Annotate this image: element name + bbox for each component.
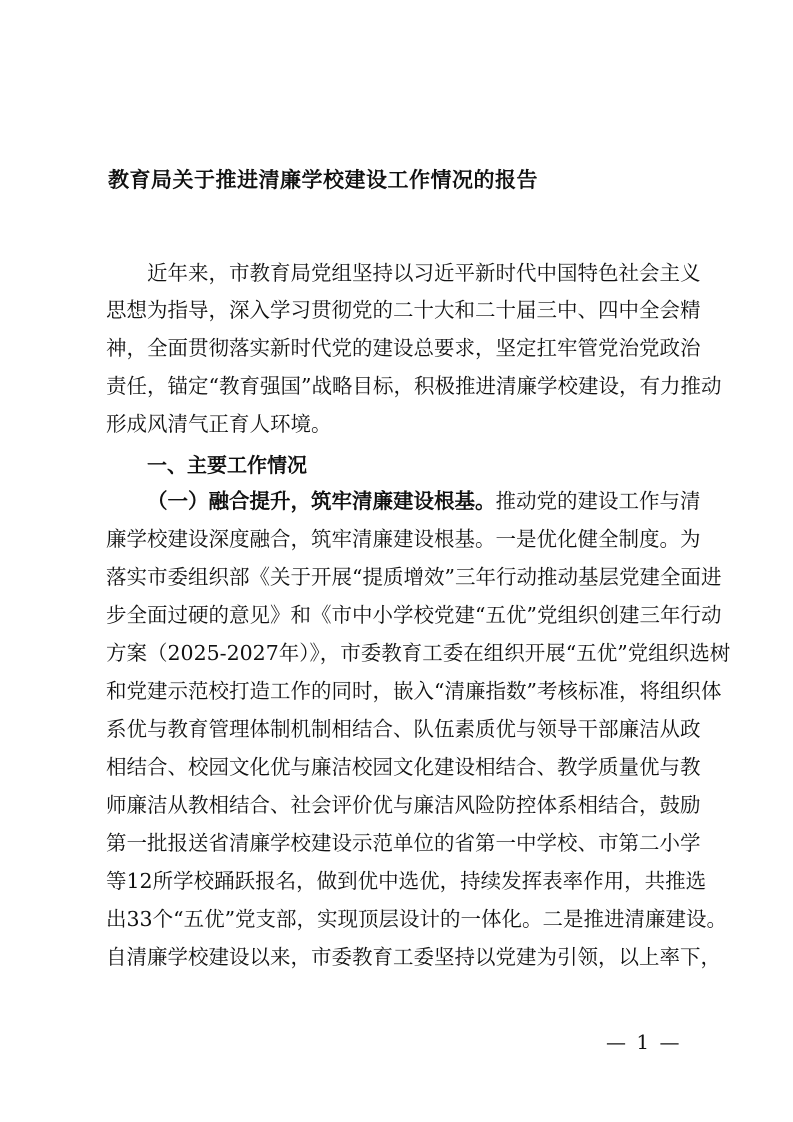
intro-line: 责任，锚定“教育强国”战略目标，积极推进清廉学校建设，有力推动 [106, 374, 722, 398]
body-line: 系优与教育管理体制机制相结合、队伍素质优与领导干部廉洁从政 [106, 717, 701, 741]
document-title: 教育局关于推进清廉学校建设工作情况的报告 [108, 168, 538, 192]
body-line: 方案（2025-2027年）》，市委教育工委在组织开展“五优”党组织选树 [106, 641, 731, 665]
body-line: 相结合、校园文化优与廉洁校园文化建设相结合、教学质量优与教 [106, 755, 701, 779]
body-line: 自清廉学校建设以来，市委教育工委坚持以党建为引领，以上率下， [106, 945, 721, 969]
intro-line: 神，全面贯彻落实新时代党的建设总要求，坚定扛牢管党治党政治 [106, 336, 701, 360]
subsection-first-line-text: 推动党的建设工作与清 [495, 489, 701, 513]
subsection-first-line [147, 486, 701, 516]
intro-line: 形成风清气正育人环境。 [106, 412, 332, 436]
page-number: — 1 — [606, 1030, 682, 1054]
subsection-heading: （一）融合提升，筑牢清廉建设根基。 [147, 489, 496, 513]
body-line: 第一批报送省清廉学校建设示范单位的省第一中学校、市第二小学 [106, 831, 701, 855]
body-line: 廉学校建设深度融合，筑牢清廉建设根基。一是优化健全制度。为 [106, 527, 701, 551]
intro-line: 近年来，市教育局党组坚持以习近平新时代中国特色社会主义 [147, 261, 701, 285]
body-line: 出33个“五优”党支部，实现顶层设计的一体化。二是推进清廉建设。 [106, 907, 728, 931]
body-line: 等12所学校踊跃报名，做到优中选优，持续发挥表率作用，共推选 [106, 869, 707, 893]
intro-line: 思想为指导，深入学习贯彻党的二十大和二十届三中、四中全会精 [106, 298, 701, 322]
body-line: 和党建示范校打造工作的同时，嵌入“清廉指数”考核标准，将组织体 [106, 679, 722, 703]
body-line: 落实市委组织部《关于开展“提质增效”三年行动推动基层党建全面进 [106, 565, 722, 589]
body-line: 步全面过硬的意见》和《市中小学校党建“五优”党组织创建三年行动 [106, 603, 722, 627]
section-heading: 一、主要工作情况 [147, 453, 307, 477]
body-line: 师廉洁从教相结合、社会评价优与廉洁风险防控体系相结合，鼓励 [106, 793, 701, 817]
